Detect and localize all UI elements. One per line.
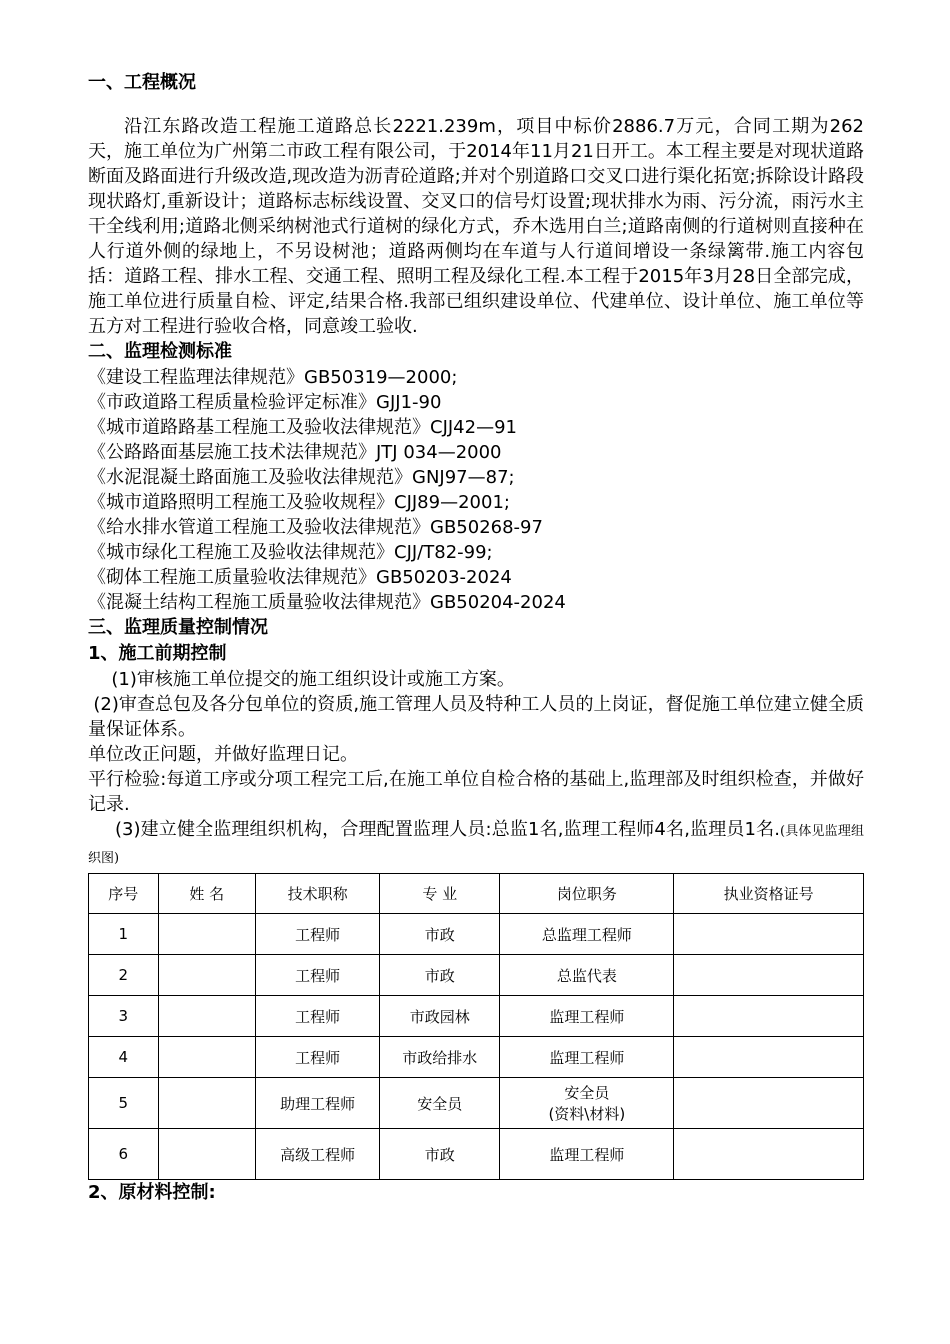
cell-major: 市政 [380, 1129, 500, 1180]
cell-name [158, 955, 255, 996]
cell-major: 市政园林 [380, 996, 500, 1037]
parallel-inspection-line: 平行检验:每道工序或分项工程完工后,在施工单位自检合格的基础上,监理部及时组织检查，并做好记录. [88, 769, 864, 815]
cell-post-line1: 安全员 [564, 1084, 610, 1102]
standard-item: 《城市道路照明工程施工及验收规程》CJJ89—2001; [88, 492, 510, 513]
item-3 [88, 817, 864, 871]
cell-name [158, 914, 255, 955]
table-row [89, 1129, 864, 1180]
cell-cert [674, 1129, 864, 1180]
cell-no: 4 [89, 1037, 159, 1078]
cell-major: 市政给排水 [380, 1037, 500, 1078]
header-name: 姓 名 [158, 874, 255, 914]
cell-no: 3 [89, 996, 159, 1037]
table-row [89, 1037, 864, 1078]
header-post: 岗位职务 [500, 874, 674, 914]
cell-cert [674, 914, 864, 955]
cell-title: 工程师 [255, 955, 379, 996]
cell-no: 1 [89, 914, 159, 955]
table-row [89, 955, 864, 996]
header-major: 专 业 [380, 874, 500, 914]
cell-cert [674, 1037, 864, 1078]
correction-line: 单位改正问题，并做好监理日记。 [88, 744, 358, 765]
standard-item: 《城市绿化工程施工及验收法律规范》CJJ/T82-99; [88, 542, 493, 563]
cell-post: 监理工程师 [500, 1037, 674, 1078]
cell-post: 监理工程师 [500, 1129, 674, 1180]
item-1: (1)审核施工单位提交的施工组织设计或施工方案。 [111, 669, 515, 690]
cell-cert [674, 1078, 864, 1129]
header-title: 技术职称 [255, 874, 379, 914]
standard-item: 《建设工程监理法律规范》GB50319—2000; [88, 367, 458, 388]
table-row [89, 1078, 864, 1129]
cell-major: 安全员 [380, 1078, 500, 1129]
section2-heading: 二、监理检测标准 [88, 341, 232, 362]
cell-post: 总监理工程师 [500, 914, 674, 955]
section1-heading: 一、工程概况 [88, 72, 196, 93]
item-2: (2)审查总包及各分包单位的资质,施工管理人员及特种工人员的上岗证，督促施工单位建立健全质量保证体系。 [88, 694, 864, 740]
header-cert: 执业资格证号 [674, 874, 864, 914]
cell-name [158, 1037, 255, 1078]
cell-title: 工程师 [255, 996, 379, 1037]
header-no: 序号 [89, 874, 159, 914]
standard-item: 《砌体工程施工质量验收法律规范》GB50203-2024 [88, 567, 512, 588]
subsection1-heading: 1、施工前期控制 [88, 643, 227, 664]
standard-item: 《市政道路工程质量检验评定标准》GJJ1-90 [88, 392, 442, 413]
cell-name [158, 996, 255, 1037]
table-row [89, 996, 864, 1037]
subsection2-heading: 2、原材料控制: [88, 1182, 216, 1203]
cell-post [500, 1078, 674, 1129]
section3-heading: 三、监理质量控制情况 [88, 617, 268, 638]
cell-title: 高级工程师 [255, 1129, 379, 1180]
cell-major: 市政 [380, 955, 500, 996]
cell-name [158, 1129, 255, 1180]
item-3-text: (3)建立健全监理组织机构，合理配置监理人员:总监1名,监理工程师4名,监理员1名. [115, 819, 780, 840]
cell-name [158, 1078, 255, 1129]
cell-post: 总监代表 [500, 955, 674, 996]
cell-post: 监理工程师 [500, 996, 674, 1037]
cell-title: 工程师 [255, 1037, 379, 1078]
cell-no: 5 [89, 1078, 159, 1129]
standard-item: 《混凝土结构工程施工质量验收法律规范》GB50204-2024 [88, 592, 566, 613]
cell-post-line2: (资料\材料) [548, 1105, 626, 1123]
cell-cert [674, 996, 864, 1037]
standard-item: 《公路路面基层施工技术法律规范》JTJ 034—2000 [88, 442, 502, 463]
table-row [89, 914, 864, 955]
supervision-staff-table [88, 873, 864, 1180]
cell-no: 6 [89, 1129, 159, 1180]
document-page [88, 70, 864, 1206]
cell-major: 市政 [380, 914, 500, 955]
table-header-row [89, 874, 864, 914]
cell-cert [674, 955, 864, 996]
cell-no: 2 [89, 955, 159, 996]
standard-item: 《给水排水管道工程施工及验收法律规范》GB50268-97 [88, 517, 543, 538]
standard-item: 《水泥混凝土路面施工及验收法律规范》GNJ97—87; [88, 467, 515, 488]
cell-title: 助理工程师 [255, 1078, 379, 1129]
standards-list [88, 365, 864, 615]
project-overview-paragraph: 沿江东路改造工程施工道路总长2221.239m，项目中标价2886.7万元，合同工期为262天，施工单位为广州第二市政工程有限公司，于2014年11月21日开工。本工程主要是对现状道路断面及路面进行升级改造,现改造为沥青砼道路;并对个别道路口交叉口进行渠化拓宽;拆除设计路段现状路灯,重新设计；道路标志标线设置、交叉口的信号灯设置;现状排水为雨、污分流，雨污水主干全线利用;道路北侧采纳树池式行道树的绿化方式，乔木选用白兰;道路南侧的行道树则直接种在人行道外侧的绿地上，不另设树池；道路两侧均在车道与人行道间增设一条绿篱带.施工内容包括：道路工程、排水工程、交通工程、照明工程及绿化工程.本工程于2015年3月28日全部完成，施工单位进行质量自检、评定,结果合格.我部已组织建设单位、代建单位、设计单位、施工单位等五方对工程进行验收合格，同意竣工验收. [88, 116, 864, 337]
item-3-note: (具体见监理组织图) [88, 824, 864, 866]
standard-item: 《城市道路路基工程施工及验收法律规范》CJJ42—91 [88, 417, 517, 438]
cell-title: 工程师 [255, 914, 379, 955]
